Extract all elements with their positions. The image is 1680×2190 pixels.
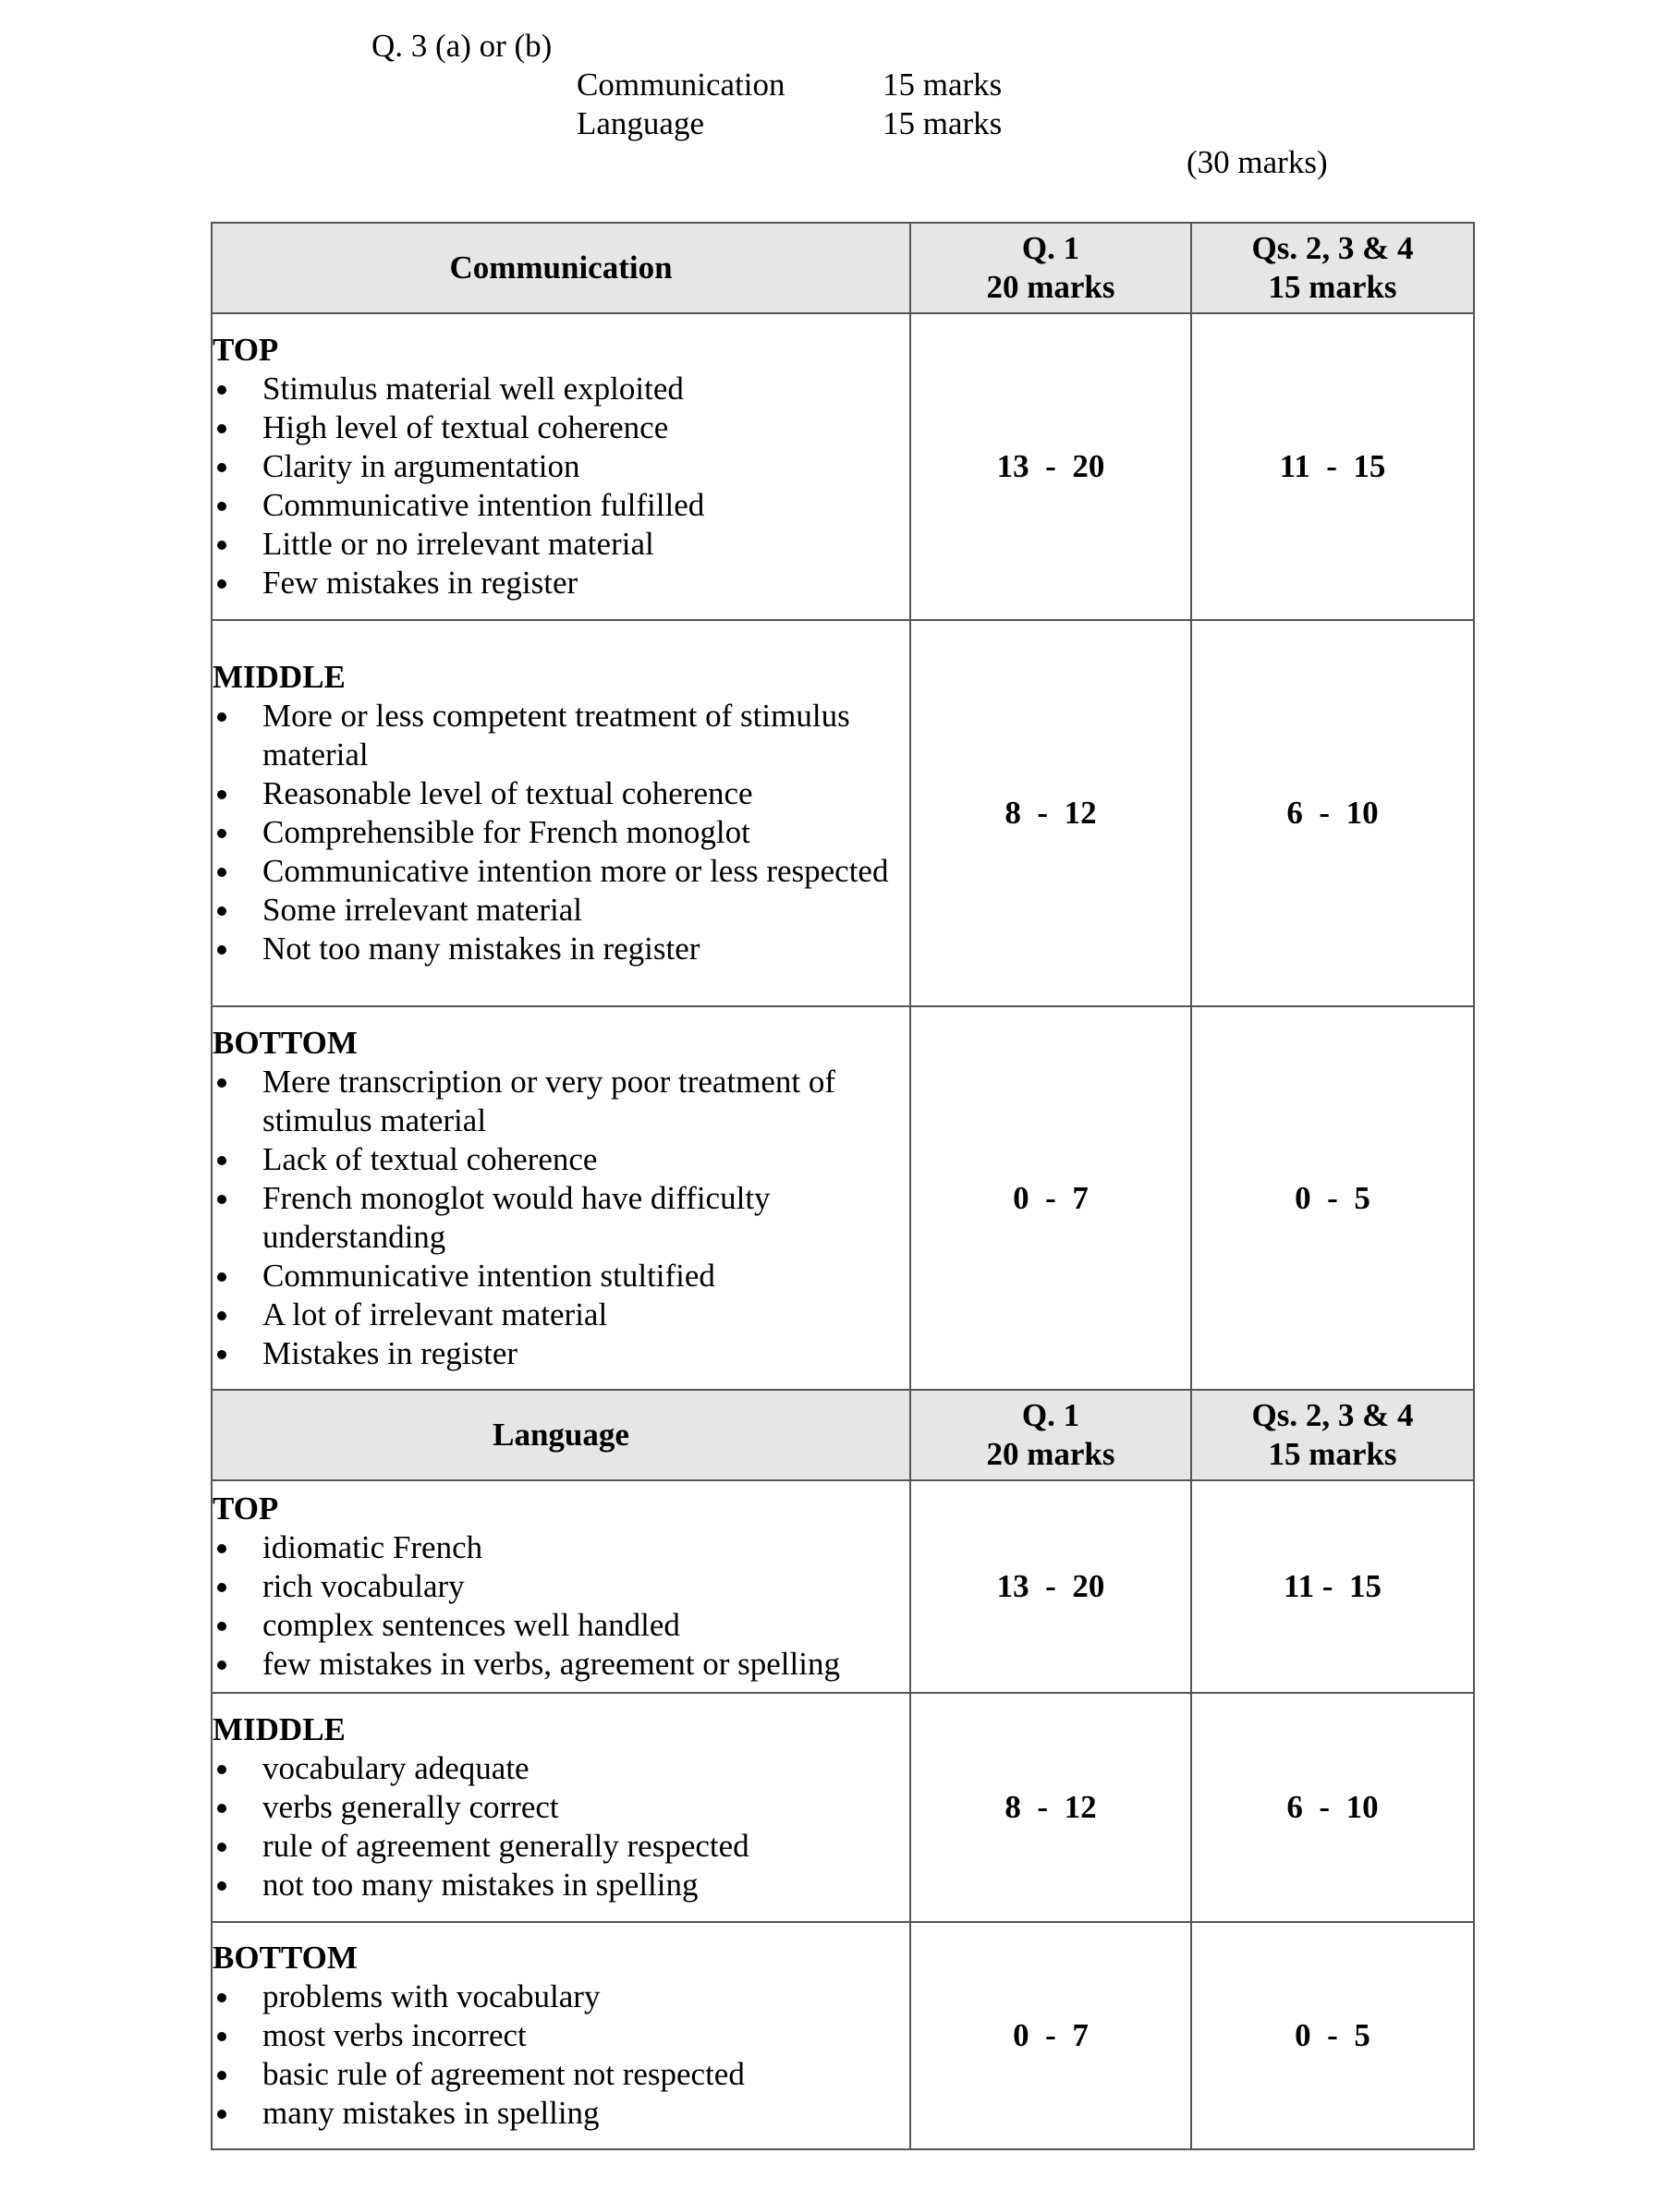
band-label: BOTTOM bbox=[213, 1940, 358, 1976]
criterion: few mistakes in verbs, agreement or spelling bbox=[213, 1645, 909, 1684]
band-label: MIDDLE bbox=[213, 659, 346, 695]
criterion: Stimulus material well exploited bbox=[213, 370, 909, 408]
band-label: BOTTOM bbox=[213, 1024, 358, 1061]
q1-score-range: 0 - 7 bbox=[910, 1922, 1191, 2149]
q1-header-line: Q. 1 bbox=[1021, 1397, 1080, 1433]
language-header-row bbox=[212, 1390, 1474, 1480]
communication-top-row bbox=[212, 313, 1474, 620]
criteria-list bbox=[213, 697, 909, 968]
criterion: Not too many mistakes in register bbox=[213, 930, 909, 968]
q1-score-range: 13 - 20 bbox=[910, 313, 1191, 620]
criteria-list bbox=[213, 1749, 909, 1904]
criteria-list bbox=[213, 370, 909, 602]
language-top-row bbox=[212, 1480, 1474, 1693]
qs-score-range: 0 - 5 bbox=[1191, 1006, 1474, 1390]
qs-score-range: 11 - 15 bbox=[1191, 313, 1474, 620]
band-description bbox=[212, 620, 910, 1006]
criterion: Lack of textual coherence bbox=[213, 1140, 909, 1179]
language-q1-header bbox=[910, 1390, 1191, 1480]
band-label: MIDDLE bbox=[213, 1711, 346, 1747]
language-qs-header bbox=[1191, 1390, 1474, 1480]
qs-score-range: 11 - 15 bbox=[1191, 1480, 1474, 1693]
communication-label: Communication bbox=[577, 67, 785, 103]
qs-score-range: 6 - 10 bbox=[1191, 1693, 1474, 1922]
qs-score-range: 6 - 10 bbox=[1191, 620, 1474, 1006]
language-bottom-row bbox=[212, 1922, 1474, 2149]
communication-bottom-row bbox=[212, 1006, 1474, 1390]
criterion: vocabulary adequate bbox=[213, 1749, 909, 1788]
criterion: basic rule of agreement not respected bbox=[213, 2055, 909, 2094]
language-label: Language bbox=[577, 105, 704, 141]
criterion: idiomatic French bbox=[213, 1528, 909, 1567]
criterion: Few mistakes in register bbox=[213, 564, 909, 602]
criteria-list bbox=[213, 1977, 909, 2133]
total-marks: (30 marks) bbox=[1187, 144, 1328, 180]
criterion: Communicative intention more or less respected bbox=[213, 852, 909, 891]
criterion: High level of textual coherence bbox=[213, 408, 909, 447]
communication-qs-header bbox=[1191, 223, 1474, 313]
criterion: verbs generally correct bbox=[213, 1788, 909, 1827]
q1-header-line: Q. 1 bbox=[1021, 230, 1080, 266]
q1-header-line: 20 marks bbox=[986, 1436, 1115, 1472]
band-description bbox=[212, 1693, 910, 1922]
criterion: Mere transcription or very poor treatment of stimulus material bbox=[213, 1063, 909, 1140]
q1-score-range: 13 - 20 bbox=[910, 1480, 1191, 1693]
qs-header-line: 15 marks bbox=[1268, 1436, 1397, 1472]
communication-q1-header bbox=[910, 223, 1191, 313]
band-description bbox=[212, 1480, 910, 1693]
band-label: TOP bbox=[213, 332, 279, 368]
communication-middle-row bbox=[212, 620, 1474, 1006]
qs-header-line: 15 marks bbox=[1268, 269, 1397, 305]
criterion: most verbs incorrect bbox=[213, 2016, 909, 2055]
marking-scheme-table bbox=[211, 222, 1475, 2150]
q1-header-line: 20 marks bbox=[986, 269, 1115, 305]
language-title: Language bbox=[212, 1390, 910, 1480]
q1-score-range: 0 - 7 bbox=[910, 1006, 1191, 1390]
band-description bbox=[212, 313, 910, 620]
criterion: Communicative intention fulfilled bbox=[213, 486, 909, 525]
communication-title: Communication bbox=[212, 223, 910, 313]
criterion: Little or no irrelevant material bbox=[213, 525, 909, 564]
criteria-list bbox=[213, 1063, 909, 1373]
band-label: TOP bbox=[213, 1490, 279, 1527]
criterion: Clarity in argumentation bbox=[213, 447, 909, 486]
language-middle-row bbox=[212, 1693, 1474, 1922]
criterion: Mistakes in register bbox=[213, 1334, 909, 1373]
criterion: A lot of irrelevant material bbox=[213, 1296, 909, 1334]
criterion: French monoglot would have difficulty understanding bbox=[213, 1179, 909, 1257]
q1-score-range: 8 - 12 bbox=[910, 620, 1191, 1006]
band-description bbox=[212, 1922, 910, 2149]
criterion: More or less competent treatment of stimulus material bbox=[213, 697, 909, 774]
criterion: Reasonable level of textual coherence bbox=[213, 774, 909, 813]
criteria-list bbox=[213, 1528, 909, 1684]
qs-score-range: 0 - 5 bbox=[1191, 1922, 1474, 2149]
criterion: complex sentences well handled bbox=[213, 1606, 909, 1645]
criterion: Some irrelevant material bbox=[213, 891, 909, 930]
criterion: rule of agreement generally respected bbox=[213, 1827, 909, 1866]
qs-header-line: Qs. 2, 3 & 4 bbox=[1251, 230, 1414, 266]
criterion: many mistakes in spelling bbox=[213, 2094, 909, 2133]
question-label: Q. 3 (a) or (b) bbox=[371, 28, 553, 64]
criterion: Comprehensible for French monoglot bbox=[213, 813, 909, 852]
q1-score-range: 8 - 12 bbox=[910, 1693, 1191, 1922]
criterion: rich vocabulary bbox=[213, 1567, 909, 1606]
communication-header-row bbox=[212, 223, 1474, 313]
communication-marks: 15 marks bbox=[883, 67, 1003, 103]
criterion: problems with vocabulary bbox=[213, 1977, 909, 2016]
criterion: Communicative intention stultified bbox=[213, 1257, 909, 1296]
qs-header-line: Qs. 2, 3 & 4 bbox=[1251, 1397, 1414, 1433]
language-marks: 15 marks bbox=[883, 105, 1003, 141]
criterion: not too many mistakes in spelling bbox=[213, 1866, 909, 1904]
band-description bbox=[212, 1006, 910, 1390]
